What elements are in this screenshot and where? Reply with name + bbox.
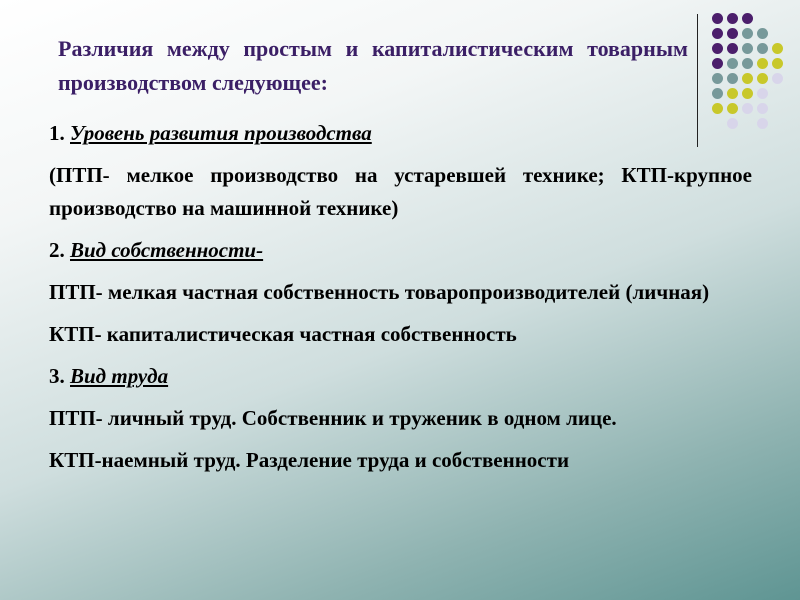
decorative-dot [757,88,768,99]
section-heading-1 [49,117,752,150]
body-paragraph: (ПТП- мелкое производство на устаревшей технике; КТП-крупное производство на машинной технике) [49,163,752,220]
section-heading-2 [49,234,752,267]
section-number: 3. [49,364,65,388]
decorative-dot [727,103,738,114]
decorative-dot [712,28,723,39]
decorative-dot [727,28,738,39]
decorative-dot [772,58,783,69]
body-paragraph: ПТП- мелкая частная собственность товаропроизводителей (личная) [49,280,710,304]
decorative-dot [772,43,783,54]
section-heading-3 [49,360,752,393]
body-paragraph: КТП- капиталистическая частная собственность [49,322,517,346]
decorative-dot [712,103,723,114]
section-number: 2. [49,238,65,262]
section-heading-text: Вид труда [70,364,169,388]
decorative-dot [757,103,768,114]
decorative-dot [742,28,753,39]
decorative-dot [727,73,738,84]
decorative-dot [712,58,723,69]
decorative-dot [727,43,738,54]
decorative-dot [742,88,753,99]
decorative-dot [727,58,738,69]
decorative-dot [742,13,753,24]
section-number: 1. [49,121,65,145]
slide-body [49,117,752,486]
decorative-dot [757,28,768,39]
decorative-dot [712,88,723,99]
decorative-dot [727,88,738,99]
decorative-dot [727,13,738,24]
decorative-dot [757,58,768,69]
decorative-dot [757,118,768,129]
section-heading-text: Вид собственности- [70,238,264,262]
decorative-dot [757,43,768,54]
decorative-dot [757,73,768,84]
decorative-dot [772,73,783,84]
decorative-dot [742,58,753,69]
decorative-dot [742,43,753,54]
body-paragraph: КТП-наемный труд. Разделение труда и собственности [49,448,570,472]
slide-title: Различия между простым и капиталистическим товарным производством следующее: [58,36,688,95]
decorative-dot [742,73,753,84]
decorative-dot [712,13,723,24]
decorative-dot [712,43,723,54]
body-paragraph: ПТП- личный труд. Собственник и труженик в одном лице. [49,406,617,430]
section-heading-text: Уровень развития производства [70,121,372,145]
decorative-dot [712,73,723,84]
decorative-dot [742,103,753,114]
